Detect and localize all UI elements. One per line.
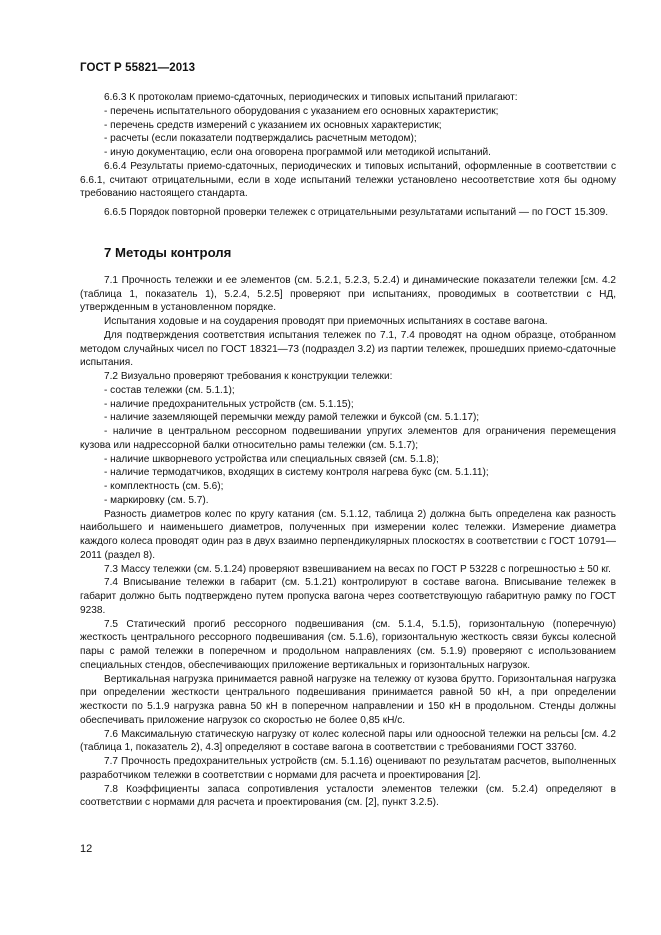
page-number: 12 <box>80 843 93 855</box>
list-item: - наличие термодатчиков, входящих в систему контроля нагрева букс (см. 5.1.11); <box>104 467 489 479</box>
paragraph: 7.3 Массу тележки (см. 5.1.24) проверяют взвешиванием на весах по ГОСТ Р 53228 с погрешностью ± 50 кг. <box>104 563 611 575</box>
paragraph: 7.4 Вписывание тележки в габарит (см. 5.1.21) контролируют в составе вагона. Вписывание тележек в габарит должно быть подтверждено путем пропуска вагона через соответствующую габаритную рамку по ГОСТ 9238. <box>80 577 616 616</box>
list-item: - наличие шкворневого устройства или специальных связей (см. 5.1.8); <box>104 453 439 465</box>
page-content <box>80 91 616 810</box>
document-code-header: ГОСТ Р 55821—2013 <box>80 62 196 74</box>
section-heading: 7 Методы контроля <box>104 244 232 260</box>
paragraph: 7.6 Максимальную статическую нагрузку от колес колесной пары или одноосной тележки на рельсы [см. 4.2 (таблица 1, показатель 2), 4.3] определяют в составе вагона в соответствии с требованиями ГОСТ 33760. <box>80 728 616 754</box>
list-item: - иную документацию, если она оговорена программой или методикой испытаний. <box>104 147 491 158</box>
paragraph: 7.7 Прочность предохранительных устройств (см. 5.1.16) оценивают по результатам расчетов, выполненных разработчиком тележки в соответствии с нормами для расчета и проектирования [2]. <box>80 756 616 781</box>
list-item: - расчеты (если показатели подтверждались расчетным методом); <box>104 133 417 145</box>
list-item: - перечень испытательного оборудования с указанием его основных характеристик; <box>104 105 499 117</box>
paragraph: Разность диаметров колес по кругу катания (см. 5.1.12, таблица 2) должна быть определена как разность наибольшего и наименьшего диаметров, полученных при измерении колес тележки. Измерение диаметра каждого колеса проводят один раз в двух взаимно перпендикулярных плоскостях в соответствии с ГОСТ 10791—2011 (раздел 8). <box>80 508 616 561</box>
paragraph: 7.5 Статический прогиб рессорного подвешивания (см. 5.1.4, 5.1.5), горизонтальную (поперечную) жесткость центрального рессорного подвешивания (см. 5.1.6), горизонтальную жесткость связи буксы колесной пары с рамой тележки в поперечном и продольном направлениях (см. 5.1.9) проверяют с использованием специальных стендов, обеспечивающих приложение вертикальных и горизонтальных нагрузок. <box>80 618 616 671</box>
paragraph: Испытания ходовые и на соударения проводят при приемочных испытаниях в составе вагона. <box>104 316 548 327</box>
paragraph: 6.6.3 К протоколам приемо-сдаточных, периодических и типовых испытаний прилагают: <box>104 92 518 103</box>
list-item: - комплектность (см. 5.6); <box>104 481 224 492</box>
paragraph: 6.6.5 Порядок повторной проверки тележек с отрицательными результатами испытаний — по ГОСТ 15.309. <box>104 207 609 218</box>
list-item: - перечень средств измерений с указанием их основных характеристик; <box>104 119 442 131</box>
list-item: - наличие заземляющей перемычки между рамой тележки и буксой (см. 5.1.17); <box>104 412 480 424</box>
list-item: - маркировку (см. 5.7). <box>104 494 209 506</box>
paragraph: 6.6.4 Результаты приемо-сдаточных, периодических и типовых испытаний, оформленные в соответствии с 6.6.1, считают отрицательными, если в ходе испытаний тележки установлено несоответствие хотя бы одному требованию настоящего стандарта. <box>80 160 616 200</box>
list-item: - наличие в центральном рессорном подвешивании упругих элементов для ограничения перемещения кузова или надрессорной балки относительно рамы тележки (см. 5.1.7); <box>80 426 616 451</box>
paragraph: 7.8 Коэффициенты запаса сопротивления усталости элементов тележки (см. 5.2.4) определяют в соответствии с нормами для расчета и проектирования (см. [2], пункт 3.2.5). <box>80 783 616 809</box>
paragraph: 7.1 Прочность тележки и ее элементов (см. 5.2.1, 5.2.3, 5.2.4) и динамические показатели тележки [см. 4.2 (таблица 1, показатель 1), 5.2.4, 5.2.5] проверяют при испытаниях, проводимых в соответствии с НД, утвержденным в установленном порядке. <box>80 274 616 314</box>
paragraph: 7.2 Визуально проверяют требования к конструкции тележки: <box>104 371 393 382</box>
list-item: - состав тележки (см. 5.1.1); <box>104 384 235 396</box>
paragraph: Вертикальная нагрузка принимается равной нагрузке на тележку от кузова брутто. Горизонтальная нагрузка при определении жесткости центрального подвешивания принимается равной 50 кН, а при определении жесткости по 5.1.9 нагрузка равна 50 кН в поперечном направлении и 150 кН в продольном. Стенды должны обеспечивать приложение нагрузок со скоростью не более 0,85 кН/с. <box>80 673 616 726</box>
list-item: - наличие предохранительных устройств (см. 5.1.15); <box>104 398 354 410</box>
paragraph: Для подтверждения соответствия испытания тележек по 7.1, 7.4 проводят на одном образце, отобранном методом случайных чисел по ГОСТ 18321—73 (подраздел 3.2) из партии тележек, прошедших приемо-сдаточные испытания. <box>80 329 616 369</box>
